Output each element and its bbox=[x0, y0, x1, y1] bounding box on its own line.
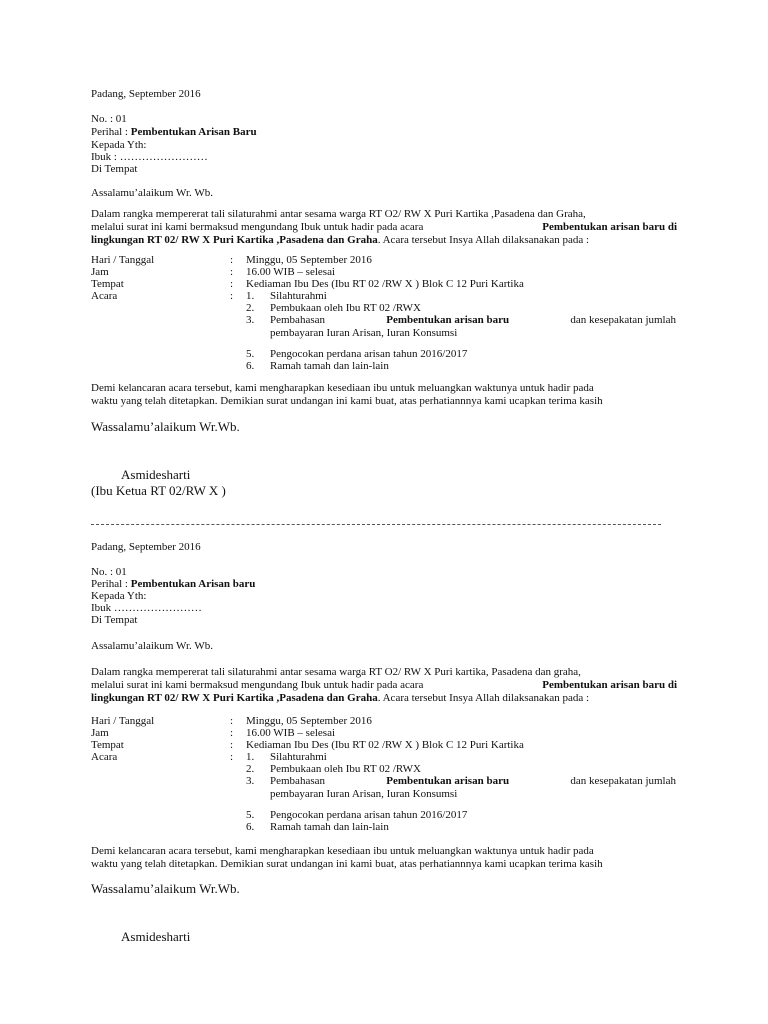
intro-bold: Pembentukan arisan baru di bbox=[542, 221, 677, 233]
detail-value: Minggu, 05 September 2016 bbox=[246, 254, 372, 266]
subject-value: Pembentukan Arisan baru bbox=[130, 578, 256, 590]
agenda-text: Ramah tamah dan lain-lain bbox=[270, 360, 389, 372]
agenda-number: 6. bbox=[246, 360, 255, 372]
detail-colon: : bbox=[230, 739, 234, 751]
agenda-text: Pembahasan bbox=[270, 775, 325, 787]
agenda-text-line bbox=[270, 775, 676, 788]
closing-paragraph bbox=[91, 382, 677, 408]
detail-value: Kediaman Ibu Des (Ibu RT 02 /RW X ) Blok C 12 Puri Kartika bbox=[246, 739, 524, 751]
intro-line bbox=[91, 692, 677, 705]
recipient-heading: Kepada Yth: bbox=[91, 590, 147, 602]
agenda-text: dan kesepakatan jumlah bbox=[570, 314, 676, 326]
closing-line bbox=[91, 845, 677, 858]
agenda-number: 1. bbox=[246, 290, 255, 302]
agenda-bold: Pembentukan arisan baru bbox=[386, 314, 510, 326]
intro-text: Dalam rangka mempererat tali silaturahmi antar sesama warga RT O2/ RW X Puri Kartika ,Pasadena dan Graha, bbox=[91, 208, 586, 220]
agenda-text: pembayaran Iuran Arisan, Iuran Konsumsi bbox=[270, 788, 458, 800]
agenda-number: 2. bbox=[246, 302, 255, 314]
place-date: Padang, September 2016 bbox=[91, 88, 201, 100]
place-date: Padang, September 2016 bbox=[91, 541, 201, 553]
intro-text: melalui surat ini kami bermaksud mengundang Ibuk untuk hadir pada acara bbox=[91, 221, 424, 233]
recipient-place: Di Tempat bbox=[91, 163, 138, 175]
detail-label: Tempat bbox=[91, 739, 124, 751]
detail-label: Hari / Tanggal bbox=[91, 715, 155, 727]
agenda-number: 1. bbox=[246, 751, 255, 763]
greeting: Assalamu’alaikum Wr. Wb. bbox=[91, 640, 213, 652]
farewell: Wassalamu’alaikum Wr.Wb. bbox=[91, 881, 240, 896]
agenda-text: Pembukaan oleh Ibu RT 02 /RWX bbox=[270, 763, 421, 775]
intro-text: melalui surat ini kami bermaksud mengundang Ibuk untuk hadir pada acara bbox=[91, 679, 424, 691]
subject-line bbox=[91, 126, 257, 139]
agenda-text: dan kesepakatan jumlah bbox=[570, 775, 676, 787]
agenda-number: 3. bbox=[246, 314, 255, 326]
detail-value: Minggu, 05 September 2016 bbox=[246, 715, 372, 727]
intro-text: Dalam rangka mempererat tali silaturahmi antar sesama warga RT O2/ RW X Puri kartika, Pasadena dan graha, bbox=[91, 666, 581, 678]
intro-line bbox=[91, 234, 677, 247]
intro-line bbox=[91, 666, 677, 679]
detail-label: Tempat bbox=[91, 278, 124, 290]
detail-value: Kediaman Ibu Des (Ibu RT 02 /RW X ) Blok C 12 Puri Kartika bbox=[246, 278, 524, 290]
detail-colon: : bbox=[230, 751, 234, 763]
signer-name: Asmidesharti bbox=[121, 929, 191, 944]
detail-colon: : bbox=[230, 266, 234, 278]
intro-line bbox=[91, 679, 677, 692]
detail-value: 16.00 WIB – selesai bbox=[246, 266, 336, 278]
agenda-text: Silahturahmi bbox=[270, 290, 327, 302]
signer-name: Asmidesharti bbox=[121, 467, 191, 482]
agenda-number: 2. bbox=[246, 763, 255, 775]
intro-text: . Acara tersebut Insya Allah dilaksanakan pada : bbox=[377, 234, 590, 246]
agenda-number: 5. bbox=[246, 348, 255, 360]
intro-bold: lingkungan RT 02/ RW X Puri Kartika ,Pasadena dan Graha bbox=[91, 692, 378, 704]
agenda-text: Pembukaan oleh Ibu RT 02 /RWX bbox=[270, 302, 421, 314]
agenda-text: Pembahasan bbox=[270, 314, 325, 326]
detail-colon: : bbox=[230, 727, 234, 739]
agenda-text-line bbox=[270, 314, 676, 327]
closing-line: waktu yang telah ditetapkan. Demikian surat undangan ini kami buat, atas perhatiannnya kami ucapkan terima kasih bbox=[91, 395, 603, 407]
agenda-number: 3. bbox=[246, 775, 255, 787]
detail-label: Acara bbox=[91, 751, 118, 763]
agenda-item bbox=[246, 314, 676, 340]
intro-line bbox=[91, 208, 677, 221]
detail-value: 16.00 WIB – selesai bbox=[246, 727, 336, 739]
agenda-item bbox=[246, 775, 676, 801]
recipient-name: Ibuk : …………………… bbox=[91, 151, 208, 163]
signer-title: (Ibu Ketua RT 02/RW X ) bbox=[91, 483, 226, 498]
letter-number: No. : 01 bbox=[91, 566, 127, 578]
intro-line bbox=[91, 221, 677, 234]
agenda-text-block bbox=[270, 314, 676, 340]
detail-colon: : bbox=[230, 715, 234, 727]
closing-text: Demi kelancaran acara tersebut, kami mengharapkan kesediaan ibu untuk meluangkan waktunya untuk hadir pada bbox=[91, 382, 594, 394]
agenda-text: Pengocokan perdana arisan tahun 2016/2017 bbox=[270, 348, 468, 360]
intro-bold: lingkungan RT 02/ RW X Puri Kartika ,Pasadena dan Graha bbox=[91, 234, 378, 246]
agenda-text: Pengocokan perdana arisan tahun 2016/2017 bbox=[270, 809, 468, 821]
letter-number: No. : 01 bbox=[91, 113, 127, 125]
intro-text: . Acara tersebut Insya Allah dilaksanakan pada : bbox=[377, 692, 590, 704]
detail-label: Acara bbox=[91, 290, 118, 302]
detail-label: Jam bbox=[91, 727, 109, 739]
detail-colon: : bbox=[230, 278, 234, 290]
farewell: Wassalamu’alaikum Wr.Wb. bbox=[91, 419, 240, 434]
closing-line bbox=[91, 382, 677, 395]
recipient-heading: Kepada Yth: bbox=[91, 139, 147, 151]
recipient-name: Ibuk …………………… bbox=[91, 602, 202, 614]
closing-paragraph bbox=[91, 845, 677, 871]
agenda-text-block bbox=[270, 775, 676, 801]
greeting: Assalamu’alaikum Wr. Wb. bbox=[91, 187, 213, 199]
intro-paragraph bbox=[91, 208, 677, 247]
closing-line: waktu yang telah ditetapkan. Demikian surat undangan ini kami buat, atas perhatiannnya kami ucapkan terima kasih bbox=[91, 858, 603, 870]
agenda-number: 6. bbox=[246, 821, 255, 833]
detail-label: Jam bbox=[91, 266, 109, 278]
agenda-number: 5. bbox=[246, 809, 255, 821]
closing-text: Demi kelancaran acara tersebut, kami mengharapkan kesediaan ibu untuk meluangkan waktunya untuk hadir pada bbox=[91, 845, 594, 857]
agenda-text: pembayaran Iuran Arisan, Iuran Konsumsi bbox=[270, 327, 458, 339]
detail-colon: : bbox=[230, 254, 234, 266]
agenda-text: Ramah tamah dan lain-lain bbox=[270, 821, 389, 833]
subject-value: Pembentukan Arisan Baru bbox=[130, 126, 257, 138]
agenda-text: Silahturahmi bbox=[270, 751, 327, 763]
detail-colon: : bbox=[230, 290, 234, 302]
intro-bold: Pembentukan arisan baru di bbox=[542, 679, 677, 691]
subject-label: Perihal : bbox=[91, 578, 131, 590]
cut-line-divider bbox=[91, 524, 661, 525]
recipient-place: Di Tempat bbox=[91, 614, 138, 626]
intro-paragraph bbox=[91, 666, 677, 705]
subject-label: Perihal : bbox=[91, 126, 131, 138]
agenda-bold: Pembentukan arisan baru bbox=[386, 775, 510, 787]
detail-label: Hari / Tanggal bbox=[91, 254, 155, 266]
